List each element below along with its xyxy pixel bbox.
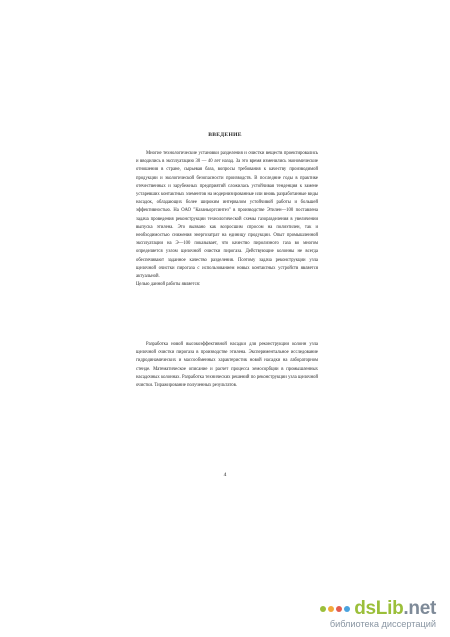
logo-dots-icon [320,606,350,612]
body-text [136,150,318,289]
logo-dot [320,606,326,612]
watermark [310,599,436,629]
brand-domain: .net [403,598,436,619]
brand-name: dsLib [354,598,404,619]
page-number: 4 [223,472,227,478]
logo-dot [336,606,342,612]
watermark-logo [310,599,436,618]
page-title: ВВЕДЕНИЕ [208,132,242,138]
watermark-tagline: библиотека диссертаций [329,619,436,629]
paragraph-intro: Многие технологические установки разделения и очистки веществ проектировались и вводились в эксплуатацию 30 — 40 лет назад. За это время изменились экономические отношения в стране, сырьевая база, вопросы требования к качеству производимой продукции и экологической безопасности производств. В последние годы в практике отечественных и зарубежных предприятий сложилась устойчивая тенденция к замене устаревших контактных элементов на модернизированные или вновь разработанные виды насадок, обладающих более широким интервалом устойчивой работы и большей эффективностью. На ОАО "Казаньоргсинтез" в производстве Этилен—100 поставлена задача проведения реконструкции технологической схемы газоразделения в увеличении выпуска этилена. Это вызвано как возросшим спросом на полиэтилен, так и необходимостью снижения энергозатрат на единицу продукции. Опыт промышленной эксплуатации на Э—100 показывает, что качество пиролизного газа во многом определяется узлом щелочной очистки пирогаза. Действующие колонны не всегда обеспечивают заданное качество разделения. Поэтому задача реконструкции узла щелочной очистки пирогаза с использованием новых контактных устройств является актуальной. [136,151,318,280]
watermark-brand [354,599,436,618]
paragraph-goals: Разработка новой высокоэффективной насадки для реконструкции колонн узла щелочной очистки пирогаза в производстве этилена. Экспериментальное исследование гидродинамических и массообменных характеристик новой насадки на лабораторном стенде. Математическое описание и расчет процесса хемосорбции в промышленных насадочных колоннах. Разработка технических решений по реконструкции узла щелочной очистки. Тиражирование полученных результатов. [136,342,318,389]
body-text-goals [136,341,318,390]
logo-dot [344,606,350,612]
paragraph-goal-heading: Целью данной работы является: [136,282,201,288]
logo-dot [328,606,334,612]
